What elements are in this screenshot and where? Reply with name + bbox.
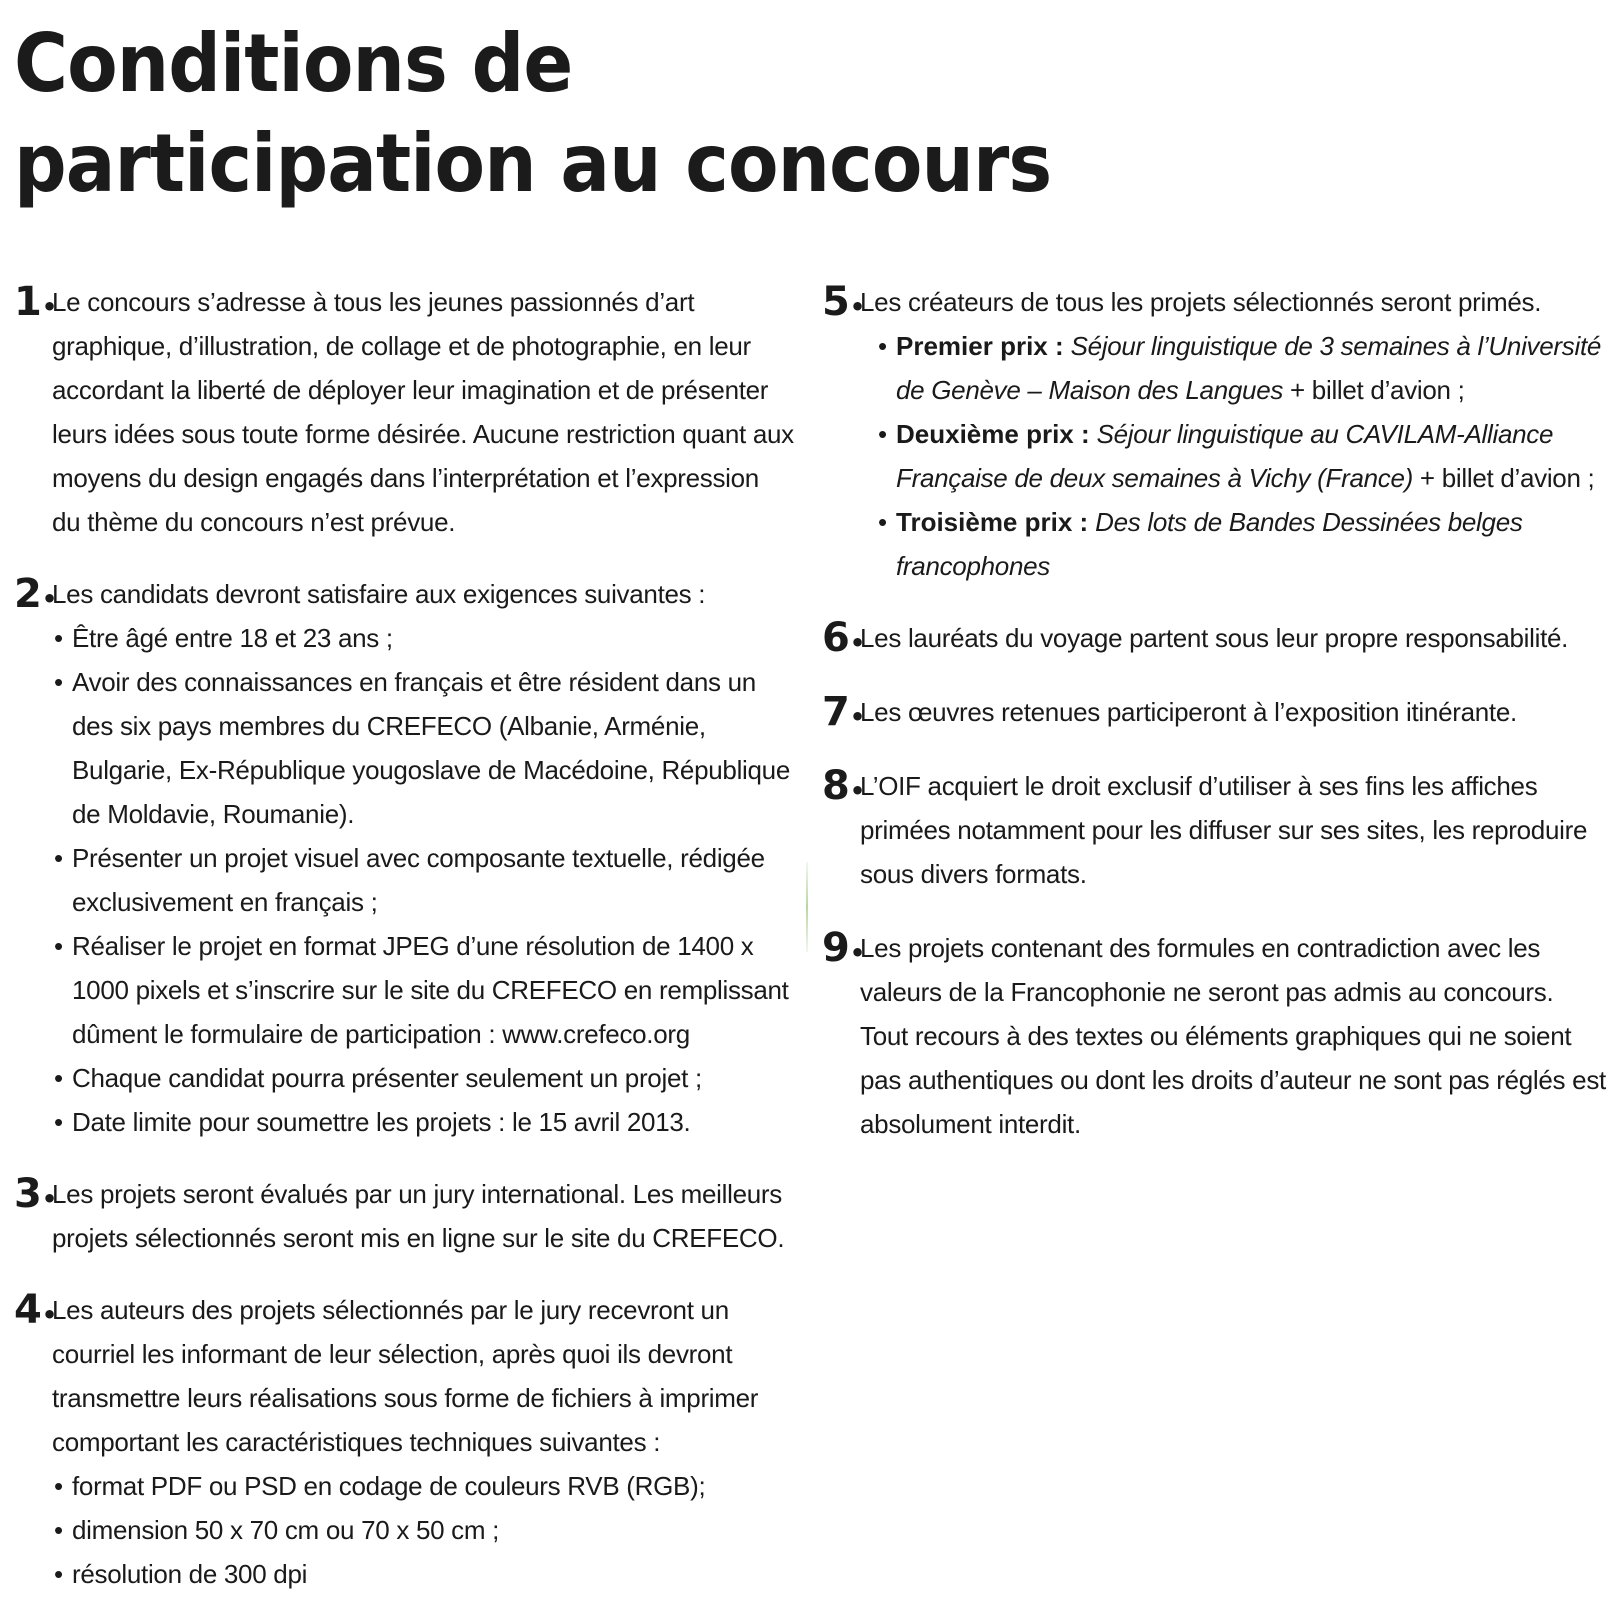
title-line-1: Conditions de	[14, 17, 573, 110]
condition-3	[14, 1172, 794, 1260]
condition-number: 7•	[822, 689, 866, 735]
prize-title: Deuxième prix :	[896, 419, 1090, 449]
list-item: • format PDF ou PSD en codage de couleurs RVB (RGB);	[54, 1464, 794, 1508]
prizes-list	[860, 324, 1607, 588]
condition-text: Les auteurs des projets sélectionnés par le jury recevront un courriel les informant de leur sélection, après quoi ils devront transmettre leurs réalisations sous forme de fichiers à imprimer comportant les caractéristiques techniques suivantes :	[52, 1295, 759, 1457]
right-column	[822, 280, 1607, 1146]
list-item: • Chaque candidat pourra présenter seulement un projet ;	[54, 1056, 794, 1100]
list-item: • Avoir des connaissances en français et être résident dans un des six pays membres du CREFECO (Albanie, Arménie, Bulgarie, Ex-République yougoslave de Macédoine, République de Moldavie, Roumanie).	[54, 660, 794, 836]
condition-number: 3•	[14, 1171, 58, 1217]
condition-text: Les lauréats du voyage partent sous leur propre responsabilité.	[860, 623, 1569, 653]
list-item: • dimension 50 x 70 cm ou 70 x 50 cm ;	[54, 1508, 794, 1552]
condition-text: Les créateurs de tous les projets sélectionnés seront primés.	[860, 287, 1542, 317]
prize-extra: + billet d’avion ;	[1419, 463, 1595, 493]
condition-8	[822, 764, 1607, 896]
list-item: • Être âgé entre 18 et 23 ans ;	[54, 616, 794, 660]
condition-6	[822, 616, 1607, 660]
condition-text: Les candidats devront satisfaire aux exigences suivantes :	[52, 579, 706, 609]
condition-4	[14, 1288, 794, 1596]
technical-specs-list	[16, 1464, 794, 1596]
condition-text: Les œuvres retenues participeront à l’exposition itinérante.	[860, 697, 1517, 727]
prize-title: Troisième prix :	[896, 507, 1089, 537]
condition-1	[14, 280, 794, 544]
condition-7	[822, 690, 1607, 734]
condition-9	[822, 926, 1607, 1146]
condition-number: 8•	[822, 763, 866, 809]
condition-text: L’OIF acquiert le droit exclusif d’utiliser à ses fins les affiches primées notamment pour les diffuser sur ses sites, les reproduire sous divers formats.	[860, 771, 1588, 889]
condition-number: 4•	[14, 1287, 58, 1333]
prize-item	[878, 500, 1607, 588]
list-item: • Date limite pour soumettre les projets : le 15 avril 2013.	[54, 1100, 794, 1144]
condition-2	[14, 572, 794, 1144]
left-column	[14, 280, 794, 1596]
prize-title: Premier prix :	[896, 331, 1064, 361]
prize-description: Séjour linguistique de 3 semaines à l’Université de Genève – Maison des Langues	[896, 331, 1602, 405]
list-item: • résolution de 300 dpi	[54, 1552, 794, 1596]
list-item: • Réaliser le projet en format JPEG d’une résolution de 1400 x 1000 pixels et s’inscrire sur le site du CREFECO en remplissant dûment le formulaire de participation : www.crefeco.org	[54, 924, 794, 1056]
title-line-2: participation au concours	[14, 117, 1052, 210]
condition-5	[822, 280, 1607, 588]
prize-extra: + billet d’avion ;	[1290, 375, 1465, 405]
condition-number: 1•	[14, 279, 58, 325]
condition-number: 9•	[822, 925, 866, 971]
condition-number: 6•	[822, 615, 866, 661]
condition-text: Les projets seront évalués par un jury international. Les meilleurs projets sélectionnés seront mis en ligne sur le site du CREFECO.	[52, 1179, 785, 1253]
page-title	[14, 14, 1051, 214]
condition-text: Le concours s’adresse à tous les jeunes passionnés d’art graphique, d’illustration, de collage et de photographie, en leur accordant la liberté de déployer leur imagination et de présenter leurs idées sous toute forme désirée. Aucune restriction quant aux moyens du design engagés dans l’interprétation et l’expression du thème du concours n’est prévue.	[52, 287, 794, 537]
condition-text: Les projets contenant des formules en contradiction avec les valeurs de la Francophonie ne seront pas admis au concours. Tout recours à des textes ou éléments graphiques qui ne soient pas authentiques ou dont les droits d’auteur ne sont pas réglés est absolument interdit.	[860, 933, 1606, 1139]
list-item: • Présenter un projet visuel avec composante textuelle, rédigée exclusivement en français ;	[54, 836, 794, 924]
prize-item	[878, 324, 1607, 412]
prize-item	[878, 412, 1607, 500]
prize-description: Séjour linguistique au CAVILAM-Alliance Française de deux semaines à Vichy (France)	[896, 419, 1554, 493]
requirements-list	[16, 616, 794, 1144]
prize-description: Des lots de Bandes Dessinées belges francophones	[896, 507, 1523, 581]
condition-number: 2•	[14, 571, 58, 617]
column-divider	[806, 862, 808, 952]
condition-number: 5•	[822, 279, 866, 325]
